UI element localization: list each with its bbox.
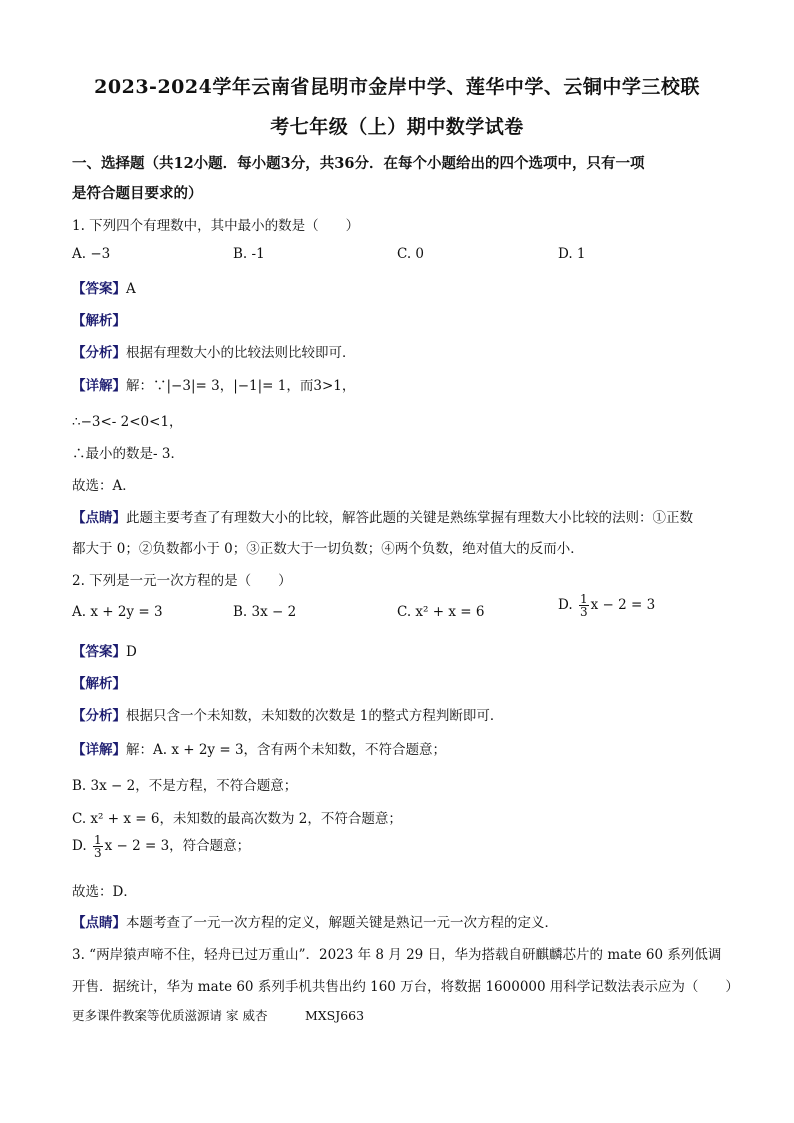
q1-option-b: B. -1 xyxy=(233,246,265,262)
q1-stem: 1. 下列四个有理数中，其中最小的数是（ ） xyxy=(72,218,360,234)
q2-option-b: B. 3x − 2 xyxy=(233,604,297,620)
section-heading-line1: 一、选择题（共12小题．每小题3分，共36分．在每个小题给出的四个选项中，只有一项 xyxy=(72,155,645,172)
q2-option-d: D. $\frac{1}{3}$ x − 2 = 3 xyxy=(558,592,656,619)
q1-analysis-tag: 【解析】 xyxy=(72,313,126,329)
doc-title-line1: 2023-2024学年云南省昆明市金岸中学、莲华中学、云铜中学三校联 xyxy=(94,76,700,98)
q2-detail-b: B. 3x − 2，不是方程，不符合题意； xyxy=(72,778,298,794)
q2-fenxi: 【分析】根据只含一个未知数，未知数的次数是 1的整式方程判断即可． xyxy=(72,708,504,724)
q2-answer: 【答案】D xyxy=(72,644,137,660)
q2-comment: 【点睛】本题考查了一元一次方程的定义，解题关键是熟记一元一次方程的定义． xyxy=(72,915,558,931)
q1-step1: ∴−3<- 2<0<1， xyxy=(72,414,183,430)
q1-option-d: D. 1 xyxy=(558,246,586,262)
q2-detail-a: 【详解】解：A. x + 2y = 3，含有两个未知数，不符合题意； xyxy=(72,742,447,758)
q3-stem-line1: 3. “两岸猿声啼不住，轻舟已过万重山”．2023 年 8 月 29 日，华为搭载自研麒麟芯片的 mate 60 系列低调 xyxy=(72,947,722,963)
q2-detail-d: D. $\frac{1}{3}$ x − 2 = 3，符合题意； xyxy=(72,833,251,860)
q2-analysis-tag: 【解析】 xyxy=(72,676,126,692)
q3-stem-line2: 开售．据统计，华为 mate 60 系列手机共售出约 160 万台，将数据 1600000 用科学记数法表示应为（ ） xyxy=(72,979,739,995)
q1-comment-line2: 都大于 0；②负数都小于 0；③正数大于一切负数；④两个负数，绝对值大的反而小． xyxy=(72,541,584,557)
q2-option-c: C. x² + x = 6 xyxy=(397,604,485,620)
section-heading-line2: 是符合题目要求的） xyxy=(72,185,203,202)
doc-title-line2: 考七年级（上）期中数学试卷 xyxy=(270,116,524,138)
q1-detail: 【详解】解：∵|−3|= 3，|−1|= 1，而3>1， xyxy=(72,378,356,394)
fraction: $\frac{1}{3}$ xyxy=(579,592,588,619)
q2-stem: 2. 下列是一元一次方程的是（ ） xyxy=(72,573,292,589)
q1-comment-line1: 【点睛】此题主要考查了有理数大小的比较，解答此题的关键是熟练掌握有理数大小比较的法则：①正数 xyxy=(72,510,693,526)
q2-detail-c: C. x² + x = 6，未知数的最高次数为 2，不符合题意； xyxy=(72,811,402,827)
answer-tag: 【答案】 xyxy=(72,281,126,297)
footer-note: 更多课件教案等优质滋源请 家 威杏 MXSJ663 xyxy=(72,1008,365,1023)
q2-choose: 故选：D． xyxy=(72,884,137,900)
answer-value: A xyxy=(126,281,136,297)
q1-option-a: A. −3 xyxy=(72,246,111,262)
q1-choose: 故选：A． xyxy=(72,478,136,494)
q1-fenxi: 【分析】根据有理数大小的比较法则比较即可． xyxy=(72,345,356,361)
fraction: $\frac{1}{3}$ xyxy=(93,833,102,860)
q1-option-c: C. 0 xyxy=(397,246,425,262)
q1-answer xyxy=(72,277,136,297)
q1-step2: ∴最小的数是- 3． xyxy=(72,446,184,462)
q2-option-a: A. x + 2y = 3 xyxy=(72,604,163,620)
